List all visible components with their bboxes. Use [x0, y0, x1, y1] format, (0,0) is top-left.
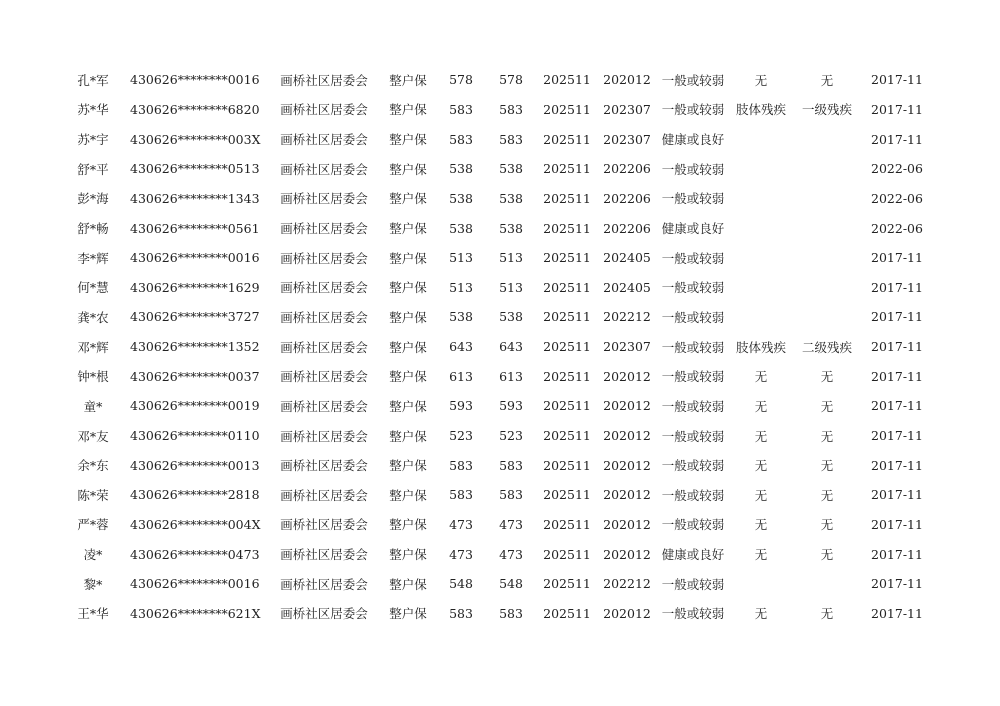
- start-period-cell: 202012: [603, 428, 651, 443]
- date-cell: 2017-11: [871, 487, 923, 503]
- person-name-cell: 凌*: [83, 547, 103, 563]
- disability-type-cell: 无: [754, 458, 768, 474]
- id-number-cell: 430626********0016: [130, 250, 260, 266]
- table-row: [62, 480, 932, 510]
- table-row: [62, 450, 932, 480]
- date-cell: 2017-11: [871, 605, 923, 621]
- disability-level-cell: 一级残疾: [801, 102, 852, 118]
- health-status-cell: 一般或较弱: [661, 487, 725, 503]
- organization-cell: 画桥社区居委会: [280, 458, 368, 474]
- disability-type-cell: 无: [754, 428, 768, 444]
- organization-cell: 画桥社区居委会: [280, 221, 368, 237]
- date-cell: 2017-11: [871, 72, 923, 88]
- organization-cell: 画桥社区居委会: [280, 102, 368, 118]
- person-name-cell: 舒*平: [77, 161, 109, 177]
- table-row: [62, 361, 932, 391]
- date-cell: 2017-11: [871, 101, 923, 117]
- date-cell: 2017-11: [871, 309, 923, 325]
- organization-cell: 画桥社区居委会: [280, 606, 368, 622]
- period-cell: 202511: [543, 220, 591, 236]
- health-status-cell: 一般或较弱: [661, 576, 725, 592]
- disability-level-cell: 无: [820, 547, 834, 563]
- id-number-cell: 430626********0016: [130, 72, 260, 88]
- period-cell: 202511: [543, 309, 591, 325]
- disability-type-cell: [730, 213, 792, 243]
- organization-cell: 画桥社区居委会: [280, 339, 368, 355]
- amount-cell: 583: [499, 101, 523, 117]
- period-cell: 202511: [543, 279, 591, 295]
- period-cell: 202511: [543, 161, 591, 177]
- amount-cell: 473: [499, 516, 523, 532]
- health-status-cell: 一般或较弱: [661, 428, 725, 444]
- amount-cell: 548: [499, 576, 523, 592]
- id-number-cell: 430626********0561: [130, 220, 260, 236]
- start-period-cell: 202012: [603, 605, 651, 621]
- period-cell: 202511: [543, 516, 591, 532]
- id-number-cell: 430626********0513: [130, 161, 260, 177]
- person-name-cell: 童*: [83, 398, 103, 414]
- date-cell: 2017-11: [871, 279, 923, 295]
- date-cell: 2022-06: [871, 190, 923, 206]
- amount-cell: 513: [499, 250, 523, 266]
- health-status-cell: 一般或较弱: [661, 517, 725, 533]
- health-status-cell: 健康或良好: [661, 221, 725, 237]
- table-row: [62, 243, 932, 273]
- disability-type-cell: 无: [754, 517, 768, 533]
- disability-level-cell: 无: [820, 72, 834, 88]
- start-period-cell: 202212: [603, 309, 651, 325]
- disability-level-cell: [792, 124, 862, 154]
- health-status-cell: 一般或较弱: [661, 72, 725, 88]
- amount-cell: 643: [499, 339, 523, 355]
- id-number-cell: 430626********3727: [130, 309, 260, 325]
- amount-cell: 593: [499, 398, 523, 414]
- disability-type-cell: [730, 243, 792, 273]
- table-row: [62, 302, 932, 332]
- amount-cell: 538: [449, 309, 473, 325]
- person-name-cell: 陈*荣: [77, 487, 109, 503]
- organization-cell: 画桥社区居委会: [280, 428, 368, 444]
- health-status-cell: 健康或良好: [661, 547, 725, 563]
- person-name-cell: 苏*宇: [77, 132, 109, 148]
- amount-cell: 513: [449, 279, 473, 295]
- assistance-type-cell: 整户保: [389, 132, 427, 148]
- health-status-cell: 一般或较弱: [661, 250, 725, 266]
- person-name-cell: 严*蓉: [77, 517, 109, 533]
- person-name-cell: 王*华: [77, 606, 109, 622]
- start-period-cell: 202405: [603, 279, 651, 295]
- disability-type-cell: [730, 124, 792, 154]
- id-number-cell: 430626********004X: [130, 516, 261, 532]
- person-name-cell: 孔*军: [77, 72, 109, 88]
- id-number-cell: 430626********0110: [130, 428, 260, 443]
- health-status-cell: 一般或较弱: [661, 398, 725, 414]
- amount-cell: 473: [449, 546, 473, 562]
- person-name-cell: 钟*根: [77, 369, 109, 385]
- id-number-cell: 430626********0013: [130, 457, 260, 473]
- amount-cell: 578: [449, 72, 473, 88]
- disability-level-cell: [792, 272, 862, 302]
- assistance-type-cell: 整户保: [389, 606, 427, 622]
- table-row: [62, 421, 932, 451]
- disability-level-cell: 无: [820, 606, 834, 622]
- start-period-cell: 202012: [603, 398, 651, 414]
- table-row: [62, 95, 932, 125]
- disability-level-cell: [792, 154, 862, 184]
- date-cell: 2017-11: [871, 546, 923, 562]
- assistance-type-cell: 整户保: [389, 576, 427, 592]
- id-number-cell: 430626********0016: [130, 576, 260, 592]
- disability-level-cell: [792, 569, 862, 599]
- organization-cell: 画桥社区居委会: [280, 547, 368, 563]
- assistance-type-cell: 整户保: [389, 250, 427, 266]
- period-cell: 202511: [543, 576, 591, 592]
- start-period-cell: 202206: [603, 190, 651, 206]
- period-cell: 202511: [543, 487, 591, 503]
- organization-cell: 画桥社区居委会: [280, 72, 368, 88]
- period-cell: 202511: [543, 368, 591, 384]
- start-period-cell: 202012: [603, 72, 651, 88]
- disability-type-cell: 无: [754, 487, 768, 503]
- disability-level-cell: 无: [820, 428, 834, 444]
- organization-cell: 画桥社区居委会: [280, 132, 368, 148]
- date-cell: 2017-11: [871, 428, 923, 443]
- amount-cell: 473: [499, 546, 523, 562]
- amount-cell: 583: [499, 131, 523, 147]
- date-cell: 2017-11: [871, 368, 923, 384]
- period-cell: 202511: [543, 190, 591, 206]
- start-period-cell: 202307: [603, 131, 651, 147]
- organization-cell: 画桥社区居委会: [280, 250, 368, 266]
- organization-cell: 画桥社区居委会: [280, 398, 368, 414]
- amount-cell: 583: [449, 605, 473, 621]
- amount-cell: 593: [449, 398, 473, 414]
- period-cell: 202511: [543, 457, 591, 473]
- start-period-cell: 202012: [603, 516, 651, 532]
- disability-level-cell: 无: [820, 369, 834, 385]
- amount-cell: 548: [449, 576, 473, 592]
- start-period-cell: 202206: [603, 220, 651, 236]
- table-row: [62, 332, 932, 362]
- start-period-cell: 202012: [603, 546, 651, 562]
- period-cell: 202511: [543, 398, 591, 414]
- disability-level-cell: [792, 213, 862, 243]
- health-status-cell: 一般或较弱: [661, 606, 725, 622]
- date-cell: 2017-11: [871, 516, 923, 532]
- assistance-type-cell: 整户保: [389, 72, 427, 88]
- id-number-cell: 430626********621X: [130, 605, 261, 621]
- amount-cell: 538: [499, 309, 523, 325]
- assistance-type-cell: 整户保: [389, 309, 427, 325]
- period-cell: 202511: [543, 339, 591, 355]
- assistance-type-cell: 整户保: [389, 221, 427, 237]
- health-status-cell: 一般或较弱: [661, 191, 725, 207]
- id-number-cell: 430626********1352: [130, 339, 260, 355]
- health-status-cell: 健康或良好: [661, 132, 725, 148]
- amount-cell: 513: [449, 250, 473, 266]
- disability-type-cell: [730, 569, 792, 599]
- period-cell: 202511: [543, 546, 591, 562]
- start-period-cell: 202212: [603, 576, 651, 592]
- person-name-cell: 邓*友: [77, 428, 109, 444]
- disability-level-cell: 无: [820, 517, 834, 533]
- assistance-type-cell: 整户保: [389, 191, 427, 207]
- assistance-type-cell: 整户保: [389, 369, 427, 385]
- table-row: [62, 65, 932, 95]
- person-name-cell: 何*慧: [77, 280, 109, 296]
- organization-cell: 画桥社区居委会: [280, 191, 368, 207]
- amount-cell: 538: [499, 220, 523, 236]
- table-row: [62, 272, 932, 302]
- table-row: [62, 124, 932, 154]
- id-number-cell: 430626********0037: [130, 368, 260, 384]
- amount-cell: 583: [499, 605, 523, 621]
- amount-cell: 583: [499, 457, 523, 473]
- disability-type-cell: [730, 154, 792, 184]
- amount-cell: 583: [499, 487, 523, 503]
- health-status-cell: 一般或较弱: [661, 369, 725, 385]
- amount-cell: 583: [449, 101, 473, 117]
- start-period-cell: 202307: [603, 339, 651, 355]
- organization-cell: 画桥社区居委会: [280, 280, 368, 296]
- table-row: [62, 184, 932, 214]
- amount-cell: 583: [449, 487, 473, 503]
- start-period-cell: 202012: [603, 487, 651, 503]
- assistance-type-cell: 整户保: [389, 161, 427, 177]
- assistance-type-cell: 整户保: [389, 339, 427, 355]
- person-name-cell: 黎*: [83, 576, 103, 592]
- table-row: [62, 213, 932, 243]
- amount-cell: 538: [499, 190, 523, 206]
- start-period-cell: 202012: [603, 368, 651, 384]
- date-cell: 2017-11: [871, 250, 923, 266]
- id-number-cell: 430626********2818: [130, 487, 260, 503]
- date-cell: 2017-11: [871, 576, 923, 592]
- health-status-cell: 一般或较弱: [661, 102, 725, 118]
- amount-cell: 513: [499, 279, 523, 295]
- table-row: [62, 510, 932, 540]
- person-name-cell: 邓*辉: [77, 339, 109, 355]
- table-row: [62, 569, 932, 599]
- organization-cell: 画桥社区居委会: [280, 517, 368, 533]
- disability-level-cell: 无: [820, 487, 834, 503]
- health-status-cell: 一般或较弱: [661, 458, 725, 474]
- amount-cell: 583: [449, 457, 473, 473]
- period-cell: 202511: [543, 428, 591, 443]
- disability-level-cell: [792, 302, 862, 332]
- amount-cell: 523: [449, 428, 473, 443]
- disability-level-cell: [792, 184, 862, 214]
- start-period-cell: 202307: [603, 101, 651, 117]
- period-cell: 202511: [543, 72, 591, 88]
- id-number-cell: 430626********0473: [130, 546, 260, 562]
- disability-type-cell: 肢体残疾: [735, 339, 786, 355]
- person-name-cell: 李*辉: [77, 250, 109, 266]
- disability-level-cell: [792, 243, 862, 273]
- period-cell: 202511: [543, 131, 591, 147]
- organization-cell: 画桥社区居委会: [280, 487, 368, 503]
- person-name-cell: 余*东: [77, 458, 109, 474]
- date-cell: 2017-11: [871, 457, 923, 473]
- amount-cell: 538: [449, 190, 473, 206]
- amount-cell: 538: [449, 220, 473, 236]
- disability-type-cell: [730, 272, 792, 302]
- organization-cell: 画桥社区居委会: [280, 576, 368, 592]
- disability-type-cell: 无: [754, 369, 768, 385]
- assistance-type-cell: 整户保: [389, 398, 427, 414]
- disability-type-cell: [730, 184, 792, 214]
- start-period-cell: 202012: [603, 457, 651, 473]
- assistance-type-cell: 整户保: [389, 428, 427, 444]
- disability-type-cell: 无: [754, 72, 768, 88]
- disability-type-cell: 无: [754, 398, 768, 414]
- period-cell: 202511: [543, 101, 591, 117]
- records-table-body: [62, 65, 932, 628]
- disability-type-cell: 肢体残疾: [735, 102, 786, 118]
- table-row: [62, 599, 932, 629]
- health-status-cell: 一般或较弱: [661, 339, 725, 355]
- date-cell: 2017-11: [871, 339, 923, 355]
- records-table: [62, 65, 932, 628]
- date-cell: 2022-06: [871, 161, 923, 177]
- date-cell: 2017-11: [871, 398, 923, 414]
- disability-level-cell: 无: [820, 398, 834, 414]
- amount-cell: 613: [449, 368, 473, 384]
- period-cell: 202511: [543, 250, 591, 266]
- period-cell: 202511: [543, 605, 591, 621]
- health-status-cell: 一般或较弱: [661, 280, 725, 296]
- health-status-cell: 一般或较弱: [661, 309, 725, 325]
- assistance-type-cell: 整户保: [389, 517, 427, 533]
- assistance-type-cell: 整户保: [389, 547, 427, 563]
- assistance-type-cell: 整户保: [389, 487, 427, 503]
- disability-level-cell: 二级残疾: [801, 339, 852, 355]
- organization-cell: 画桥社区居委会: [280, 369, 368, 385]
- date-cell: 2022-06: [871, 220, 923, 236]
- disability-type-cell: 无: [754, 547, 768, 563]
- id-number-cell: 430626********6820: [130, 101, 260, 117]
- assistance-type-cell: 整户保: [389, 280, 427, 296]
- disability-level-cell: 无: [820, 458, 834, 474]
- person-name-cell: 舒*畅: [77, 221, 109, 237]
- health-status-cell: 一般或较弱: [661, 161, 725, 177]
- amount-cell: 538: [449, 161, 473, 177]
- person-name-cell: 苏*华: [77, 102, 109, 118]
- disability-type-cell: [730, 302, 792, 332]
- id-number-cell: 430626********1343: [130, 190, 260, 206]
- amount-cell: 613: [499, 368, 523, 384]
- start-period-cell: 202405: [603, 250, 651, 266]
- assistance-type-cell: 整户保: [389, 102, 427, 118]
- disability-type-cell: 无: [754, 606, 768, 622]
- amount-cell: 523: [499, 428, 523, 443]
- amount-cell: 473: [449, 516, 473, 532]
- id-number-cell: 430626********1629: [130, 279, 260, 295]
- amount-cell: 538: [499, 161, 523, 177]
- table-row: [62, 391, 932, 421]
- organization-cell: 画桥社区居委会: [280, 309, 368, 325]
- start-period-cell: 202206: [603, 161, 651, 177]
- id-number-cell: 430626********0019: [130, 398, 260, 414]
- table-row: [62, 539, 932, 569]
- organization-cell: 画桥社区居委会: [280, 161, 368, 177]
- id-number-cell: 430626********003X: [130, 131, 261, 147]
- amount-cell: 583: [449, 131, 473, 147]
- table-row: [62, 154, 932, 184]
- assistance-type-cell: 整户保: [389, 458, 427, 474]
- date-cell: 2017-11: [871, 131, 923, 147]
- amount-cell: 643: [449, 339, 473, 355]
- amount-cell: 578: [499, 72, 523, 88]
- person-name-cell: 龚*农: [77, 309, 109, 325]
- person-name-cell: 彭*海: [77, 191, 109, 207]
